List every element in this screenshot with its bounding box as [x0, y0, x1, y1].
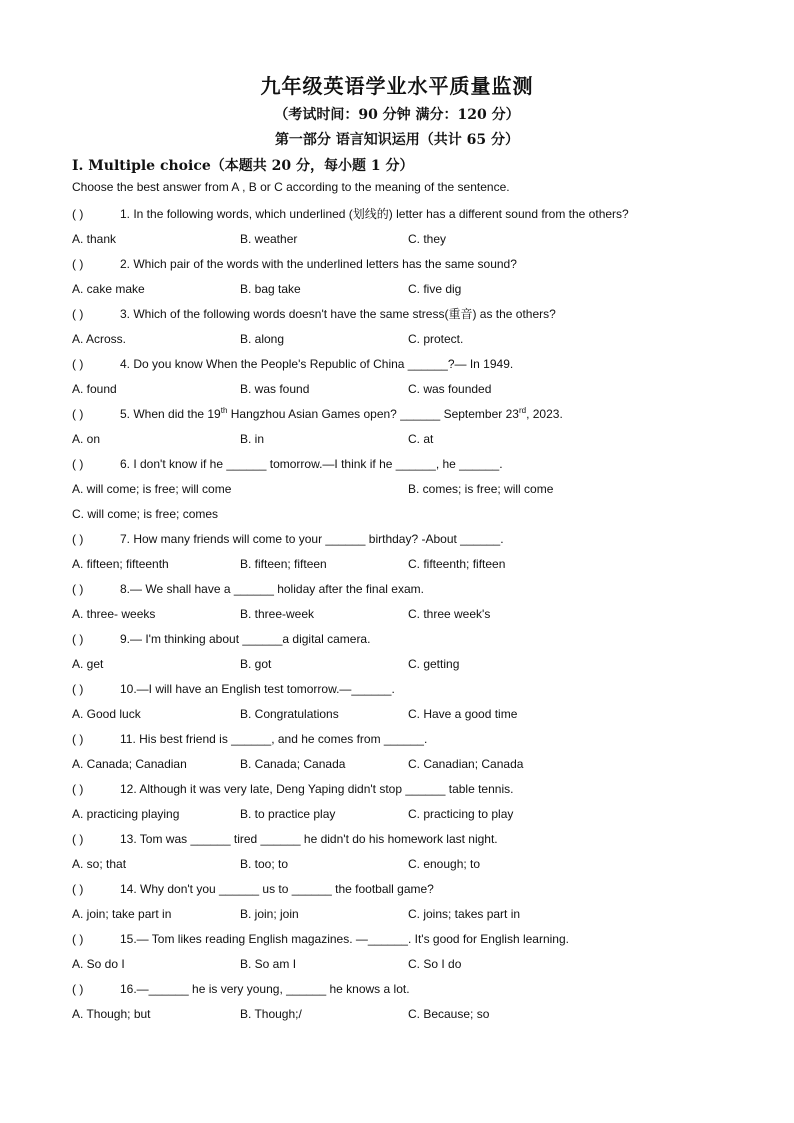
options-row: [72, 380, 732, 405]
section-heading: Ⅰ. Multiple choice（本题共 20 分，每小题 1 分）: [72, 158, 414, 174]
option-a: A. fifteen; fifteenth: [72, 557, 169, 571]
ordinal-suffix: rd: [518, 406, 527, 415]
question-stem: [72, 980, 732, 1005]
option-a: A. so; that: [72, 857, 127, 871]
options-row: [72, 755, 732, 780]
option-b: B. bag take: [240, 282, 301, 296]
options-row: [72, 905, 732, 930]
option-c: C. Canadian; Canada: [408, 757, 524, 771]
question-text: 13. Tom was ______ tired ______ he didn't do his homework last night.: [120, 832, 498, 846]
option-b: B. comes; is free; will come: [408, 482, 554, 496]
option-a: A. practicing playing: [72, 807, 180, 821]
options-row: [72, 430, 732, 455]
question-text: 14. Why don't you ______ us to ______ the football game?: [120, 882, 434, 896]
option-b: B. in: [240, 432, 265, 446]
option-b: B. to practice play: [240, 807, 336, 821]
option-c: C. joins; takes part in: [408, 907, 521, 921]
option-b: B. Congratulations: [240, 707, 339, 721]
exam-subtitle: （考试时间：90 分钟 满分：120 分）: [274, 107, 520, 123]
question-text: [120, 407, 563, 421]
option-b: B. weather: [240, 232, 298, 246]
question-stem: [72, 305, 732, 330]
options-row: [72, 505, 732, 530]
question-stem: [72, 405, 732, 430]
instruction-text: Choose the best answer from A , B or C according to the meaning of the sentence.: [72, 180, 510, 194]
question-text: 7. How many friends will come to your ______ birthday? -About ______.: [120, 532, 504, 546]
answer-blank: ( ): [72, 682, 84, 696]
options-row: [72, 955, 732, 980]
question-text-part: Hangzhou Asian Games open? ______ September 23: [227, 407, 519, 421]
option-c: C. was founded: [408, 382, 492, 396]
question-text: 6. I don't know if he ______ tomorrow.—I think if he ______, he ______.: [120, 457, 503, 471]
answer-blank: ( ): [72, 732, 84, 746]
option-a: A. cake make: [72, 282, 145, 296]
question-text: 2. Which pair of the words with the underlined letters has the same sound?: [120, 257, 517, 271]
answer-blank: ( ): [72, 582, 84, 596]
question-text: 8.— We shall have a ______ holiday after the final exam.: [120, 582, 424, 596]
option-b: B. three-week: [240, 607, 315, 621]
options-row: [72, 855, 732, 880]
question-stem: [72, 205, 732, 230]
question-text: 4. Do you know When the People's Republic of China ______?— In 1949.: [120, 357, 514, 371]
question-text: 3. Which of the following words doesn't have the same stress(重音) as the others?: [120, 307, 556, 321]
question-text: 12. Although it was very late, Deng Yaping didn't stop ______ table tennis.: [120, 782, 514, 796]
answer-blank: ( ): [72, 407, 84, 421]
option-b: B. Canada; Canada: [240, 757, 346, 771]
option-b: B. So am I: [240, 957, 297, 971]
question-stem: [72, 530, 732, 555]
option-a: A. found: [72, 382, 117, 396]
option-a: A. Though; but: [72, 1007, 151, 1021]
option-c: C. So I do: [408, 957, 462, 971]
answer-blank: ( ): [72, 982, 84, 996]
question-text-part: , 2023.: [526, 407, 563, 421]
options-row: [72, 555, 732, 580]
option-a: A. Canada; Canadian: [72, 757, 187, 771]
answer-blank: ( ): [72, 257, 84, 271]
question-stem: [72, 680, 732, 705]
option-a: A. get: [72, 657, 104, 671]
option-b: B. was found: [240, 382, 310, 396]
option-a: A. will come; is free; will come: [72, 482, 232, 496]
option-b: B. too; to: [240, 857, 289, 871]
question-text: 9.— I'm thinking about ______a digital camera.: [120, 632, 371, 646]
options-row: [72, 605, 732, 630]
options-row: [72, 280, 732, 305]
answer-blank: ( ): [72, 207, 84, 221]
question-stem: [72, 255, 732, 280]
part-heading: 第一部分 语言知识运用（共计 65 分）: [274, 132, 520, 148]
option-c: C. at: [408, 432, 434, 446]
options-row: [72, 805, 732, 830]
option-b: B. got: [240, 657, 272, 671]
answer-blank: ( ): [72, 932, 84, 946]
option-a: A. on: [72, 432, 101, 446]
answer-blank: ( ): [72, 307, 84, 321]
option-a: A. Across.: [72, 332, 127, 346]
answer-blank: ( ): [72, 532, 84, 546]
option-c: C. fifteenth; fifteen: [408, 557, 506, 571]
question-text-part: 5. When did the 19: [120, 407, 221, 421]
question-stem: [72, 830, 732, 855]
question-text: 1. In the following words, which underlined (划线的) letter has a different sound from the others?: [120, 207, 629, 221]
exam-title: 九年级英语学业水平质量监测: [260, 74, 534, 98]
option-c: C. five dig: [408, 282, 462, 296]
answer-blank: ( ): [72, 782, 84, 796]
option-c: C. practicing to play: [408, 807, 514, 821]
answer-blank: ( ): [72, 882, 84, 896]
option-a: A. thank: [72, 232, 117, 246]
option-c: C. protect.: [408, 332, 464, 346]
options-row: [72, 330, 732, 355]
options-row: [72, 1005, 732, 1030]
option-b: B. Though;/: [240, 1007, 302, 1021]
question-stem: [72, 880, 732, 905]
option-a: A. Good luck: [72, 707, 141, 721]
ordinal-suffix: th: [220, 406, 228, 415]
option-a: A. join; take part in: [72, 907, 172, 921]
answer-blank: ( ): [72, 632, 84, 646]
answer-blank: ( ): [72, 357, 84, 371]
question-stem: [72, 355, 732, 380]
options-row: [72, 705, 732, 730]
option-c: C. three week's: [408, 607, 491, 621]
options-row: [72, 655, 732, 680]
option-c: C. enough; to: [408, 857, 481, 871]
options-row: [72, 480, 732, 505]
question-stem: [72, 730, 732, 755]
option-c: C. Have a good time: [408, 707, 518, 721]
question-text: 10.—I will have an English test tomorrow.—______.: [120, 682, 395, 696]
answer-blank: ( ): [72, 832, 84, 846]
option-c: C. they: [408, 232, 447, 246]
option-c: C. Because; so: [408, 1007, 490, 1021]
answer-blank: ( ): [72, 457, 84, 471]
question-text: 15.— Tom likes reading English magazines. —______. It's good for English learning.: [120, 932, 569, 946]
question-list: [72, 205, 732, 1030]
option-b: B. fifteen; fifteen: [240, 557, 327, 571]
question-stem: [72, 580, 732, 605]
options-row: [72, 230, 732, 255]
question-text: 16.—______ he is very young, ______ he knows a lot.: [120, 982, 410, 996]
question-stem: [72, 930, 732, 955]
option-c: C. getting: [408, 657, 460, 671]
option-b: B. along: [240, 332, 285, 346]
option-a: A. three- weeks: [72, 607, 156, 621]
option-b: B. join; join: [240, 907, 299, 921]
question-stem: [72, 455, 732, 480]
option-a: A. So do I: [72, 957, 125, 971]
option-c: C. will come; is free; comes: [72, 507, 219, 521]
question-stem: [72, 630, 732, 655]
question-stem: [72, 780, 732, 805]
question-text: 11. His best friend is ______, and he comes from ______.: [120, 732, 428, 746]
